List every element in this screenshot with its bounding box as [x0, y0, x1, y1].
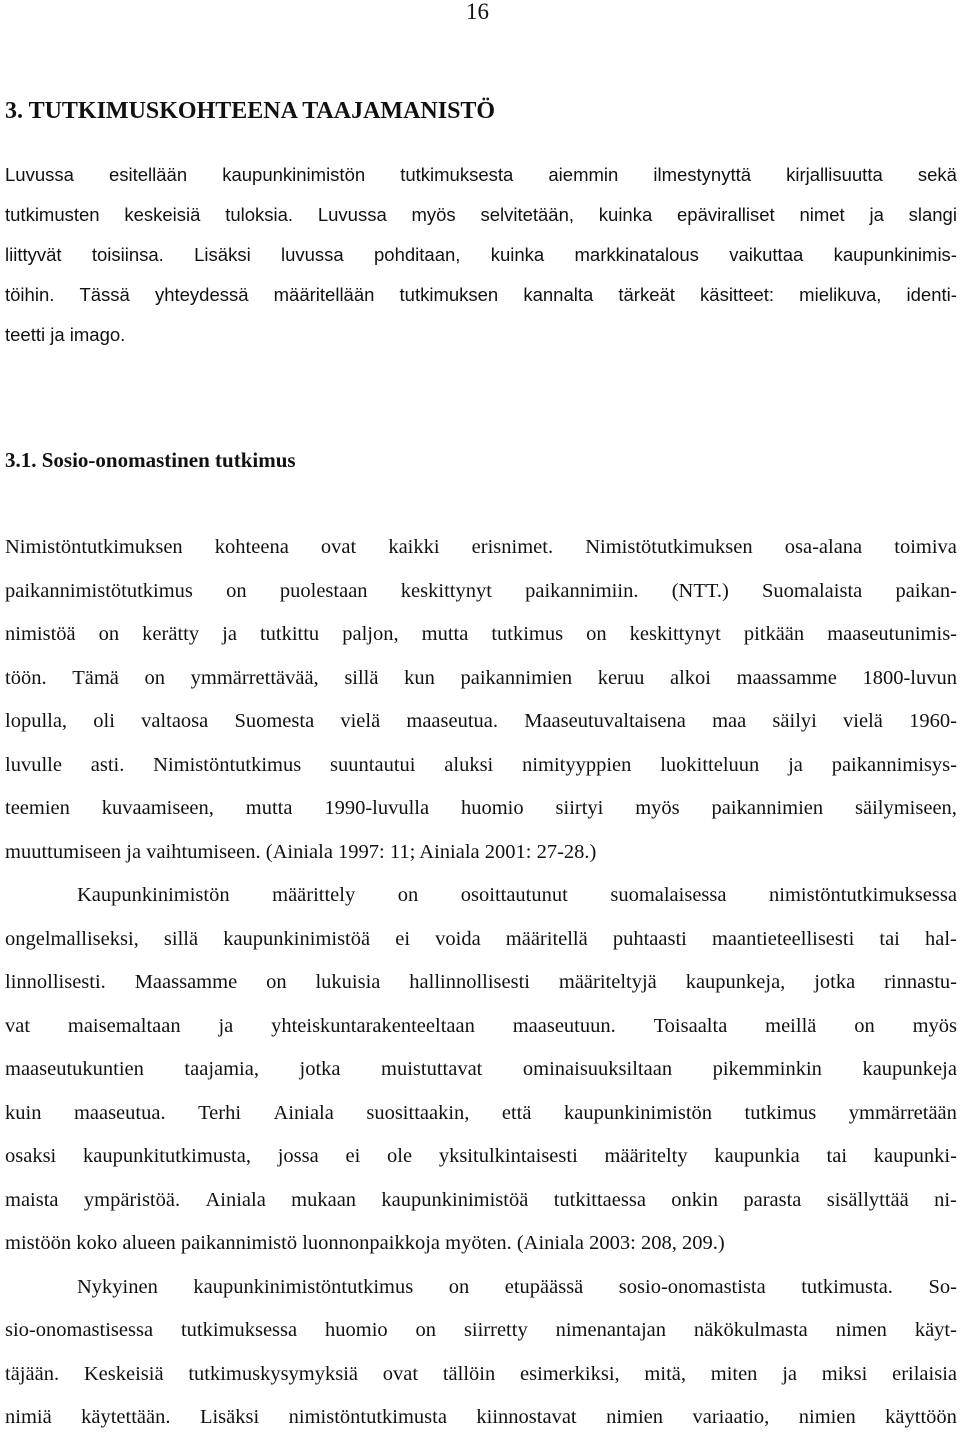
word: mukaan [291, 1189, 357, 1211]
word: Lisäksi [199, 1406, 260, 1428]
word: kaupunki- [873, 1145, 957, 1167]
word: Keskeisiä [83, 1363, 164, 1385]
intro-line: teetti ja imago. [5, 324, 126, 345]
word: keskeisiä [124, 204, 201, 225]
word: puolestaan [279, 580, 368, 602]
word: mutta [421, 623, 469, 645]
word: selvitetään, [480, 204, 575, 225]
word: tutkimus [491, 623, 564, 645]
word: säilyi [772, 710, 817, 732]
word: osoittautunut [460, 884, 568, 906]
word: säilymiseen, [855, 797, 957, 819]
word: määritellään [273, 284, 375, 305]
section-title: 3.1. Sosio-onomastinen tutkimus [5, 448, 296, 472]
word: maantieteellisesti [711, 928, 855, 950]
word: luvulle [5, 754, 62, 776]
word: maaseutua. [406, 710, 499, 732]
word: linnollisesti. [5, 971, 106, 993]
word: Kaupunkinimistön [77, 884, 230, 906]
word: maaseutunimis- [827, 623, 957, 645]
word: suomalaisessa [610, 884, 727, 906]
word: esimerkiksi, [520, 1363, 620, 1385]
body-line [5, 616, 957, 653]
word: valtaosa [141, 710, 209, 732]
word: sekä [917, 164, 957, 185]
word: tärkeät [618, 284, 675, 305]
word: meillä [765, 1015, 817, 1037]
word: siirretty [463, 1319, 528, 1341]
word: töön. [5, 667, 47, 689]
word: variaatio, [692, 1406, 770, 1428]
word: on [98, 623, 120, 645]
word: siirtyi [555, 797, 604, 819]
word: tutkittu [259, 623, 320, 645]
word: vielä [843, 710, 883, 732]
word: yhteiskuntarakenteeltaan [271, 1015, 475, 1037]
body-line [5, 1008, 957, 1045]
body-line [5, 1182, 957, 1219]
body-line [5, 1138, 957, 1175]
word: yksitulkintaisesti [438, 1145, 578, 1167]
word: sisällyttää [826, 1189, 909, 1211]
word: mitä, [644, 1363, 686, 1385]
word: nimistöntutkimusta [288, 1406, 447, 1428]
word: paikannimisys- [831, 754, 957, 776]
word: kuinka [598, 204, 653, 225]
word: käsitteet: [700, 284, 775, 305]
word: miksi [821, 1363, 868, 1385]
word: määrittely [272, 884, 356, 906]
word: tällöin [442, 1363, 496, 1385]
word: toisiinsa. [91, 244, 164, 265]
word: teemien [5, 797, 70, 819]
word: epäviralliset [677, 204, 775, 225]
word: 1960- [909, 710, 957, 732]
word: ja [869, 204, 884, 225]
body-line: muuttumiseen ja vaihtumiseen. (Ainiala 1997: 11; Ainiala 2001: 27-28.) [5, 841, 597, 863]
word: kaupunkinimistöntutkimus [193, 1276, 414, 1298]
word: on [415, 1319, 437, 1341]
word: kaupunkinimistöä [381, 1189, 529, 1211]
word: määritellä [505, 928, 588, 950]
word: tutkittaessa [553, 1189, 646, 1211]
word: Suomesta [234, 710, 315, 732]
word: on [854, 1015, 875, 1037]
intro-line [5, 276, 957, 313]
word: ja [218, 1015, 234, 1037]
word: nimistöä [5, 623, 76, 645]
word: esitellään [108, 164, 188, 185]
word: on [266, 971, 287, 993]
body-line [5, 964, 957, 1001]
word: jossa [277, 1145, 319, 1167]
word: toimiva [894, 536, 957, 558]
word: (NTT.) [671, 580, 729, 602]
word: maisemaltaan [67, 1015, 181, 1037]
body-line [5, 1095, 957, 1132]
word: Luvussa [5, 164, 74, 185]
word: luokitteluun [660, 754, 760, 776]
word: pohditaan, [374, 244, 461, 265]
word: oli [93, 710, 115, 732]
word: Nykyinen [77, 1276, 158, 1298]
word: vielä [340, 710, 381, 732]
body-line [5, 877, 957, 914]
word: että [501, 1102, 532, 1124]
word: tutkimusten [5, 204, 100, 225]
word: ovat [320, 536, 357, 558]
word: ympäristöä. [83, 1189, 181, 1211]
word: maassamme [736, 667, 837, 689]
word: Tässä [79, 284, 130, 305]
word: yhteydessä [154, 284, 249, 305]
word: muistuttavat [381, 1058, 483, 1080]
word: kaupunkinimis- [833, 244, 957, 265]
word: Ainiala [205, 1189, 266, 1211]
word: paljon, [342, 623, 399, 645]
word: jotka [814, 971, 856, 993]
word: Tämä [72, 667, 119, 689]
word: hallinnollisesti [409, 971, 530, 993]
word: käyt- [914, 1319, 957, 1341]
chapter-title: 3. TUTKIMUSKOHTEENA TAAJAMANISTÖ [5, 98, 496, 124]
word: paikannimistötutkimus [5, 580, 193, 602]
body-line [5, 790, 957, 827]
word: suuntautui [330, 754, 416, 776]
word: paikannimien [460, 667, 573, 689]
word: keskittynyt [629, 623, 721, 645]
body-line [5, 1399, 957, 1436]
word: on [448, 1276, 470, 1298]
word: täjään. [5, 1363, 60, 1385]
word: tai [879, 928, 900, 950]
body-line: mistöön koko alueen paikannimistö luonnonpaikkoja myöten. (Ainiala 2003: 208, 209.) [5, 1232, 725, 1254]
word: määritelty [604, 1145, 688, 1167]
word: asti. [90, 754, 125, 776]
word: kaupunkitutkimusta, [83, 1145, 251, 1167]
body-line [5, 1312, 957, 1349]
word: Suomalaista [762, 580, 863, 602]
word: jotka [299, 1058, 341, 1080]
page-number: 16 [466, 0, 489, 24]
word: ovat [382, 1363, 419, 1385]
word: pikemminkin [712, 1058, 822, 1080]
word: Nimistöntutkimus [153, 754, 302, 776]
word: Toisaalta [653, 1015, 728, 1037]
word: osa-alana [784, 536, 863, 558]
word: paikan- [895, 580, 957, 602]
word: nimistöntutkimuksessa [769, 884, 957, 906]
word: ei [345, 1145, 361, 1167]
word: etupäässä [504, 1276, 584, 1298]
intro-line [5, 156, 957, 193]
word: nimien [606, 1406, 664, 1428]
word: Ainiala [273, 1102, 334, 1124]
word: sosio-onomastista [618, 1276, 766, 1298]
word: kerätty [142, 623, 200, 645]
word: alkoi [670, 667, 712, 689]
word: ilmestynyttä [653, 164, 752, 185]
word: paikannimiin. [525, 580, 639, 602]
word: 1990-luvulla [324, 797, 430, 819]
word: tutkimuksesta [400, 164, 514, 185]
word: vaikuttaa [729, 244, 804, 265]
word: kuinka [490, 244, 545, 265]
word: Nimistöntutkimuksen [5, 536, 183, 558]
word: kuvaamiseen, [101, 797, 214, 819]
word: on [586, 623, 607, 645]
word: ongelmalliseksi, [5, 928, 139, 950]
body-line [5, 1051, 957, 1088]
word: Nimistötutkimuksen [585, 536, 753, 558]
word: on [226, 580, 247, 602]
word: maa [712, 710, 747, 732]
word: käytettään. [81, 1406, 171, 1428]
word: lopulla, [5, 710, 68, 732]
word: kuin [5, 1102, 42, 1124]
body-line [5, 921, 957, 958]
word: nimenantajan [555, 1319, 667, 1341]
word: ominaisuuksiltaan [522, 1058, 673, 1080]
word: keskittynyt [400, 580, 492, 602]
word: hal- [925, 928, 957, 950]
word: onkin [671, 1189, 718, 1211]
word: parasta [743, 1189, 802, 1211]
word: luvussa [280, 244, 344, 265]
word: Maassamme [134, 971, 238, 993]
word: liittyvät [5, 244, 62, 265]
word: ja [222, 623, 237, 645]
word: käyttöön [885, 1406, 957, 1428]
word: nimien [798, 1406, 856, 1428]
word: voida [435, 928, 481, 950]
word: sillä [344, 667, 379, 689]
word: tutkimus [744, 1102, 817, 1124]
word: keruu [597, 667, 645, 689]
word: huomio [460, 797, 524, 819]
word: maista [5, 1189, 59, 1211]
word: ymmärrettävää, [190, 667, 319, 689]
body-line [5, 747, 957, 784]
word: kiinnostavat [476, 1406, 577, 1428]
word: osaksi [5, 1145, 57, 1167]
body-line [5, 1356, 957, 1393]
word: miten [710, 1363, 758, 1385]
word: taajamia, [184, 1058, 259, 1080]
body-line [5, 1269, 957, 1306]
word: 1800-luvun [862, 667, 957, 689]
word: lukuisia [315, 971, 381, 993]
word: erisnimet. [471, 536, 554, 558]
word: tutkimuskysymyksiä [188, 1363, 359, 1385]
word: slangi [908, 204, 957, 225]
word: ymmärretään [848, 1102, 957, 1124]
word: nimiä [5, 1406, 52, 1428]
word: töihin. [5, 284, 55, 305]
word: näkökulmasta [693, 1319, 808, 1341]
word: on [397, 884, 419, 906]
word: ei [395, 928, 411, 950]
word: kannalta [523, 284, 594, 305]
body-line [5, 703, 957, 740]
word: tuloksia. [225, 204, 294, 225]
body-line [5, 660, 957, 697]
word: Luvussa [317, 204, 387, 225]
word: myös [635, 797, 680, 819]
word: kohteena [214, 536, 289, 558]
word: So- [928, 1276, 957, 1298]
word: tutkimuksessa [180, 1319, 298, 1341]
word: kaupunkinimistön [222, 164, 366, 185]
word: maaseutua. [73, 1102, 166, 1124]
word: ja [782, 1363, 797, 1385]
word: huomio [325, 1319, 388, 1341]
word: rinnastu- [884, 971, 957, 993]
word: nimityyppien [522, 754, 632, 776]
word: mutta [245, 797, 293, 819]
body-line [5, 529, 957, 566]
word: suosittaakin, [366, 1102, 470, 1124]
word: aiemmin [548, 164, 619, 185]
word: pitkään [743, 623, 805, 645]
word: kaupunkeja [862, 1058, 957, 1080]
word: ole [387, 1145, 413, 1167]
word: nimet [799, 204, 845, 225]
word: nimen [835, 1319, 887, 1341]
word: sillä [163, 928, 199, 950]
word: erilaisia [892, 1363, 957, 1385]
word: maaseutuun. [512, 1015, 616, 1037]
word: vat [5, 1015, 31, 1037]
word: mielikuva, [799, 284, 882, 305]
word: tutkimusta. [801, 1276, 893, 1298]
word: kaupunkia [714, 1145, 800, 1167]
word: identi- [906, 284, 957, 305]
word: kaupunkeja, [685, 971, 786, 993]
word: tai [826, 1145, 848, 1167]
word: ni- [934, 1189, 957, 1211]
word: ja [788, 754, 803, 776]
word: aluksi [444, 754, 494, 776]
word: tutkimuksen [399, 284, 499, 305]
intro-line [5, 236, 957, 273]
intro-line [5, 196, 957, 233]
word: kaupunkinimistöä [223, 928, 371, 950]
word: määriteltyjä [558, 971, 657, 993]
word: kirjallisuutta [786, 164, 883, 185]
word: sio-onomastisessa [5, 1319, 154, 1341]
word: maaseutukuntien [5, 1058, 144, 1080]
word: myös [411, 204, 456, 225]
word: myös [912, 1015, 957, 1037]
word: on [144, 667, 165, 689]
word: kun [404, 667, 435, 689]
word: puhtaasti [612, 928, 687, 950]
word: markkinatalous [574, 244, 699, 265]
body-line [5, 573, 957, 610]
word: paikannimien [711, 797, 824, 819]
word: Terhi [198, 1102, 242, 1124]
word: Maaseutuvaltaisena [524, 710, 686, 732]
word: kaupunkinimistön [563, 1102, 713, 1124]
word: Lisäksi [194, 244, 251, 265]
word: kaikki [388, 536, 440, 558]
